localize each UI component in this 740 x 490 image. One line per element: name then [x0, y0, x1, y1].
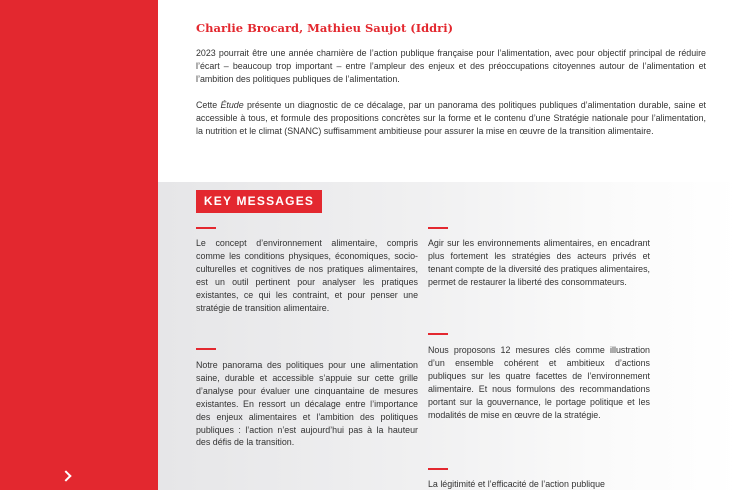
etude-emphasis: Étude	[220, 100, 244, 110]
intro-paragraph-2-text: présente un diagnostic de ce décalage, par un panorama des politiques publiques d’alimentation durable, saine et accessible à tous, et formule des propositions concrètes sur la forme et le contenu d’une Stratégie nationale pour l’alimentation, la nutrition et le climat (SNANC) suffisamment ambitieuse pour assurer la mise en œuvre de la transition alimentaire.	[196, 100, 706, 136]
key-message-right-1: Agir sur les environnements alimentaires, en encadrant plus fortement les stratégies des acteurs privés et tenant compte de la diversité des pratiques alimentaires, permet de restaurer la liberté des consommateurs.	[428, 238, 650, 287]
intro-paragraph-1: 2023 pourrait être une année charnière de l’action publique française pour l’alimentation, avec pour objectif principal de réduire l’écart – beaucoup trop important – entre l’ampleur des enjeux et des préoccupations citoyennes autour de l’alimentation et l’ambition des politiques publiques de l’alimentation.	[196, 48, 706, 84]
key-message-left-1: Le concept d’environnement alimentaire, compris comme les conditions physiques, économiques, socio-culturelles et cognitives de nos pratiques alimentaires, est un outil pertinent pour analyser les pratiques existantes, ce qui les contraint, et pour penser une stratégie de transition alimentaire.	[196, 238, 418, 313]
message-divider	[196, 227, 216, 229]
key-message-right-2: Nous proposons 12 mesures clés comme illustration d’un ensemble cohérent et ambitieux d’actions publiques sur les quatre facettes de l’environnement alimentaire. Et nous formulons des recommandations portant sur la gouvernance, le portage politique et les modalités de mise en œuvre de la stratégie.	[428, 345, 650, 420]
chevron-down-icon	[60, 470, 71, 481]
message-divider	[196, 348, 216, 350]
red-side-band	[0, 0, 158, 490]
message-divider	[428, 227, 448, 229]
intro-paragraph-2	[196, 99, 706, 138]
message-divider	[428, 468, 448, 470]
message-divider	[428, 333, 448, 335]
key-message-left-2: Notre panorama des politiques pour une alimentation saine, durable et accessible s’appuie sur cette grille d’analyse pour évaluer une cinquantaine de mesures existantes. En ressort un décalage entre l’importance des enjeux alimentaires et l’ambition des politiques publiques : l’action n’est aujourd’hui pas à la hauteur des défis de la transition.	[196, 360, 418, 448]
key-message-right-3: La légitimité et l’efficacité de l’action publique	[428, 479, 605, 489]
key-messages-section	[158, 182, 740, 490]
authors-line: Charlie Brocard, Mathieu Saujot (Iddri)	[196, 21, 454, 35]
key-messages-heading: KEY MESSAGES	[196, 190, 322, 213]
intro-paragraph-2-prefix: Cette	[196, 100, 221, 110]
summary-section	[158, 0, 740, 182]
